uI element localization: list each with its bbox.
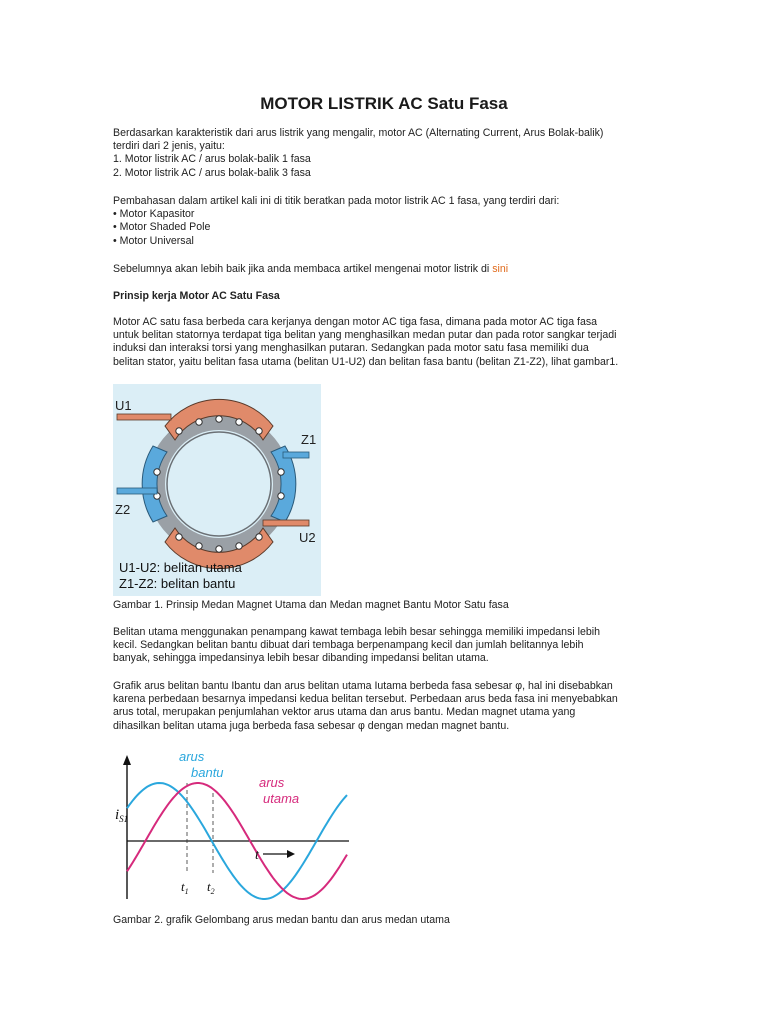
intro-paragraph [113, 127, 658, 180]
utama-label-arus: arus [259, 775, 285, 790]
legend-aux: Z1-Z2: belitan bantu [119, 576, 236, 591]
figure2-caption: Gambar 2. grafik Gelombang arus medan bantu dan arus medan utama [113, 914, 450, 926]
lead-z2 [117, 488, 157, 494]
text-line: Berdasarkan karakteristik dari arus listrik yang mengalir, motor AC (Alternating Current, Arus Bolak-balik) [113, 127, 604, 139]
list-item: 2. Motor listrik AC / arus bolak-balik 3 fasa [113, 166, 311, 179]
lead-u1 [117, 414, 171, 420]
list-item: • Motor Kapasitor [113, 208, 195, 221]
text-line: Belitan utama menggunakan penampang kawat tembaga lebih besar sehingga memiliki impedansi lebih [113, 626, 601, 638]
text-line: Pembahasan dalam artikel kali ini di titik beratkan pada motor listrik AC 1 fasa, yang terdiri dari: [113, 195, 560, 207]
current-waveform-figure [113, 747, 353, 903]
text-line: belitan stator, yaitu belitan fasa utama (belitan U1-U2) dan belitan fasa bantu (belitan Z1-Z2), lihat gambar1. [113, 355, 619, 368]
figure1-caption: Gambar 1. Prinsip Medan Magnet Utama dan Medan magnet Bantu Motor Satu fasa [113, 599, 509, 611]
page-title: MOTOR LISTRIK AC Satu Fasa [260, 94, 508, 113]
bantu-label-arus: arus [179, 749, 205, 764]
utama-label-utama: utama [263, 791, 300, 806]
text-line: arus total, merupakan penjumlahan vektor arus utama dan arus bantu. Medan magnet utama yang [113, 706, 576, 719]
text-line: Grafik arus belitan bantu Ibantu dan arus belitan utama Iutama berbeda fasa sebesar φ, hal ini disebabkan [113, 680, 613, 692]
label-z2: Z2 [115, 502, 131, 517]
t1-label: $t_1$ [181, 879, 189, 896]
text-line: dihasilkan belitan utama juga berbeda fasa sebesar φ dengan medan magnet bantu. [113, 719, 510, 732]
lead-z1 [283, 452, 309, 458]
winding-paragraph [113, 626, 658, 666]
current-paragraph [113, 680, 658, 733]
label-z1: Z1 [301, 432, 317, 447]
t-axis-label: t [255, 848, 259, 863]
t-arrow-head [287, 850, 295, 858]
text-line: untuk belitan statornya terdapat tiga belitan yang menghasilkan medan putar dan pada rotor sangkar terjadi [113, 329, 617, 342]
reference-link[interactable]: sini [492, 263, 509, 275]
rotor-bore [165, 430, 273, 538]
label-u1: U1 [115, 398, 132, 413]
legend-main: U1-U2: belitan utama [119, 560, 242, 575]
stator-winding-figure [113, 384, 321, 596]
t2-label: $t_2$ [207, 879, 215, 896]
reference-paragraph [113, 263, 658, 276]
section-heading: Prinsip kerja Motor AC Satu Fasa [113, 290, 280, 302]
types-paragraph [113, 195, 658, 248]
list-item: 1. Motor listrik AC / arus bolak-balik 1 fasa [113, 153, 311, 166]
text-line: karena perbedaan besarnya impedansi kedua belitan tersebut. Perbedaan arus beda fasa ini menyebabkan [113, 693, 618, 706]
y-axis-label: $i_{S1}$ [115, 807, 129, 824]
lead-u2 [263, 520, 309, 526]
text-line: terdiri dari 2 jenis, yaitu: [113, 140, 225, 153]
principle-paragraph [113, 316, 658, 369]
list-item: • Motor Shaded Pole [113, 221, 211, 234]
bantu-label-bantu: bantu [191, 765, 224, 780]
y-axis-arrow [123, 755, 131, 765]
text-line: Motor AC satu fasa berbeda cara kerjanya dengan motor AC tiga fasa, dimana pada motor AC tiga fasa [113, 316, 598, 328]
label-u2: U2 [299, 530, 316, 545]
reference-text: Sebelumnya akan lebih baik jika anda membaca artikel mengenai motor listrik di [113, 263, 493, 275]
text-line: induksi dan interaksi torsi yang menghasilkan putaran. Sedangkan pada motor satu fasa memiliki dua [113, 342, 589, 355]
text-line: banyak, sehingga impedansinya lebih besar dibanding impedansi belitan utama. [113, 652, 489, 665]
list-item: • Motor Universal [113, 234, 194, 247]
text-line: kecil. Sedangkan belitan bantu dibuat dari tembaga berpenampang kecil dan jumlah belitannya lebih [113, 639, 584, 652]
